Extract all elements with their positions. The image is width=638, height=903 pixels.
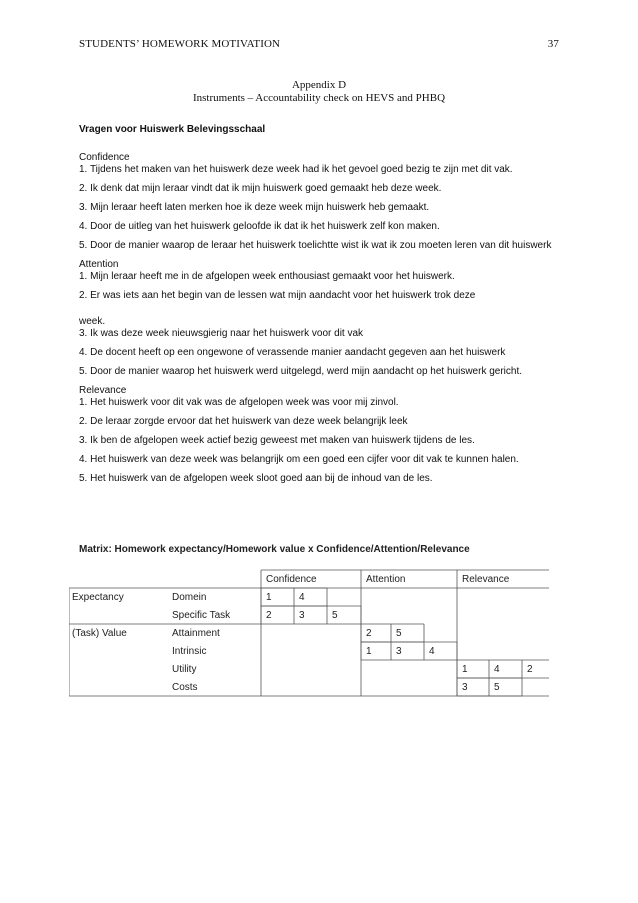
matrix-cell-value: 4 — [299, 592, 305, 603]
matrix-cell-value: 3 — [462, 682, 468, 693]
matrix-grid — [69, 569, 549, 699]
matrix-title: Matrix: Homework expectancy/Homework value x Confidence/Attention/Relevance — [79, 544, 470, 555]
row-sub-label: Costs — [172, 682, 198, 693]
row-sub-label: Utility — [172, 664, 197, 675]
section-relevance — [79, 385, 559, 485]
question-item: 1. Mijn leraar heeft me in de afgelopen week enthousiast gemaakt voor het huiswerk. — [79, 271, 455, 282]
matrix-cell-value: 3 — [396, 646, 402, 657]
scale-title: Vragen voor Huiswerk Belevingsschaal — [79, 124, 266, 135]
question-item: 3. Ik ben de afgelopen week actief bezig geweest met maken van huiswerk tijdens de les. — [79, 435, 475, 446]
matrix-cell-value: 2 — [266, 610, 272, 621]
running-head — [79, 38, 559, 50]
question-item: 4. De docent heeft op een ongewone of verassende manier aandacht gegeven aan het huiswerk — [79, 347, 506, 358]
question-item: 2. Er was iets aan het begin van de lessen wat mijn aandacht voor het huiswerk trok deze — [79, 290, 476, 301]
question-item: 3. Mijn leraar heeft laten merken hoe ik deze week mijn huiswerk heb gemaakt. — [79, 202, 430, 213]
section-label: Confidence — [79, 152, 130, 163]
matrix-cell-value: 5 — [396, 628, 402, 639]
question-item: 5. Door de manier waarop het huiswerk werd uitgelegd, werd mijn aandacht op het huiswerk gericht. — [79, 366, 523, 377]
matrix-cell-value: 4 — [429, 646, 435, 657]
row-sub-label: Domein — [172, 592, 207, 603]
row-sub-label: Attainment — [172, 628, 220, 639]
question-item: 2. Ik denk dat mijn leraar vindt dat ik mijn huiswerk goed gemaakt heb deze week. — [79, 183, 442, 194]
matrix-cell-value: 1 — [462, 664, 468, 675]
row-group-label: Expectancy — [72, 592, 124, 603]
page-number: 37 — [547, 38, 559, 50]
question-item: 4. Door de uitleg van het huiswerk geloofde ik dat ik het huiswerk zelf kon maken. — [79, 221, 440, 232]
section-confidence — [79, 152, 559, 252]
matrix-cell-value: 5 — [494, 682, 500, 693]
section-attention — [79, 259, 559, 378]
question-item: 4. Het huiswerk van deze week was belangrijk om een goed een cijfer voor dit vak te kunnen halen. — [79, 454, 519, 465]
matrix-cell-value: 4 — [494, 664, 500, 675]
appendix-title: Appendix D — [291, 79, 347, 91]
matrix-table — [69, 569, 549, 699]
matrix-cell-value: 1 — [366, 646, 372, 657]
matrix-cell-value: 2 — [366, 628, 372, 639]
row-sub-label: Intrinsic — [172, 646, 207, 657]
column-group-label: Attention — [366, 574, 406, 585]
row-sub-label: Specific Task — [172, 610, 231, 621]
matrix-cell-value: 1 — [266, 592, 272, 603]
question-item-continued: week. — [79, 316, 106, 327]
question-item: 1. Het huiswerk voor dit vak was de afgelopen week was voor mij zinvol. — [79, 397, 399, 408]
question-item: 3. Ik was deze week nieuwsgierig naar het huiswerk voor dit vak — [79, 328, 364, 339]
matrix-cell-value: 2 — [527, 664, 533, 675]
matrix-cell-value: 3 — [299, 610, 305, 621]
question-item: 1. Tijdens het maken van het huiswerk deze week had ik het gevoel goed bezig te zijn met dit vak. — [79, 164, 513, 175]
question-item: 5. Het huiswerk van de afgelopen week sloot goed aan bij de inhoud van de les. — [79, 473, 433, 484]
column-group-label: Confidence — [266, 574, 317, 585]
appendix-heading — [0, 79, 638, 105]
running-title: STUDENTS’ HOMEWORK MOTIVATION — [79, 38, 281, 50]
section-label: Relevance — [79, 385, 127, 396]
section-label: Attention — [79, 259, 119, 270]
column-group-label: Relevance — [462, 574, 510, 585]
question-item: 5. Door de manier waarop de leraar het huiswerk toelichtte wist ik wat ik zou moeten leren van dit huiswerk — [79, 240, 552, 251]
question-item: 2. De leraar zorgde ervoor dat het huiswerk van deze week belangrijk leek — [79, 416, 408, 427]
appendix-subtitle: Instruments – Accountability check on HEVS and PHBQ — [192, 92, 446, 104]
matrix-cell-value: 5 — [332, 610, 338, 621]
questionnaire — [79, 124, 559, 492]
row-group-label: (Task) Value — [72, 628, 127, 639]
